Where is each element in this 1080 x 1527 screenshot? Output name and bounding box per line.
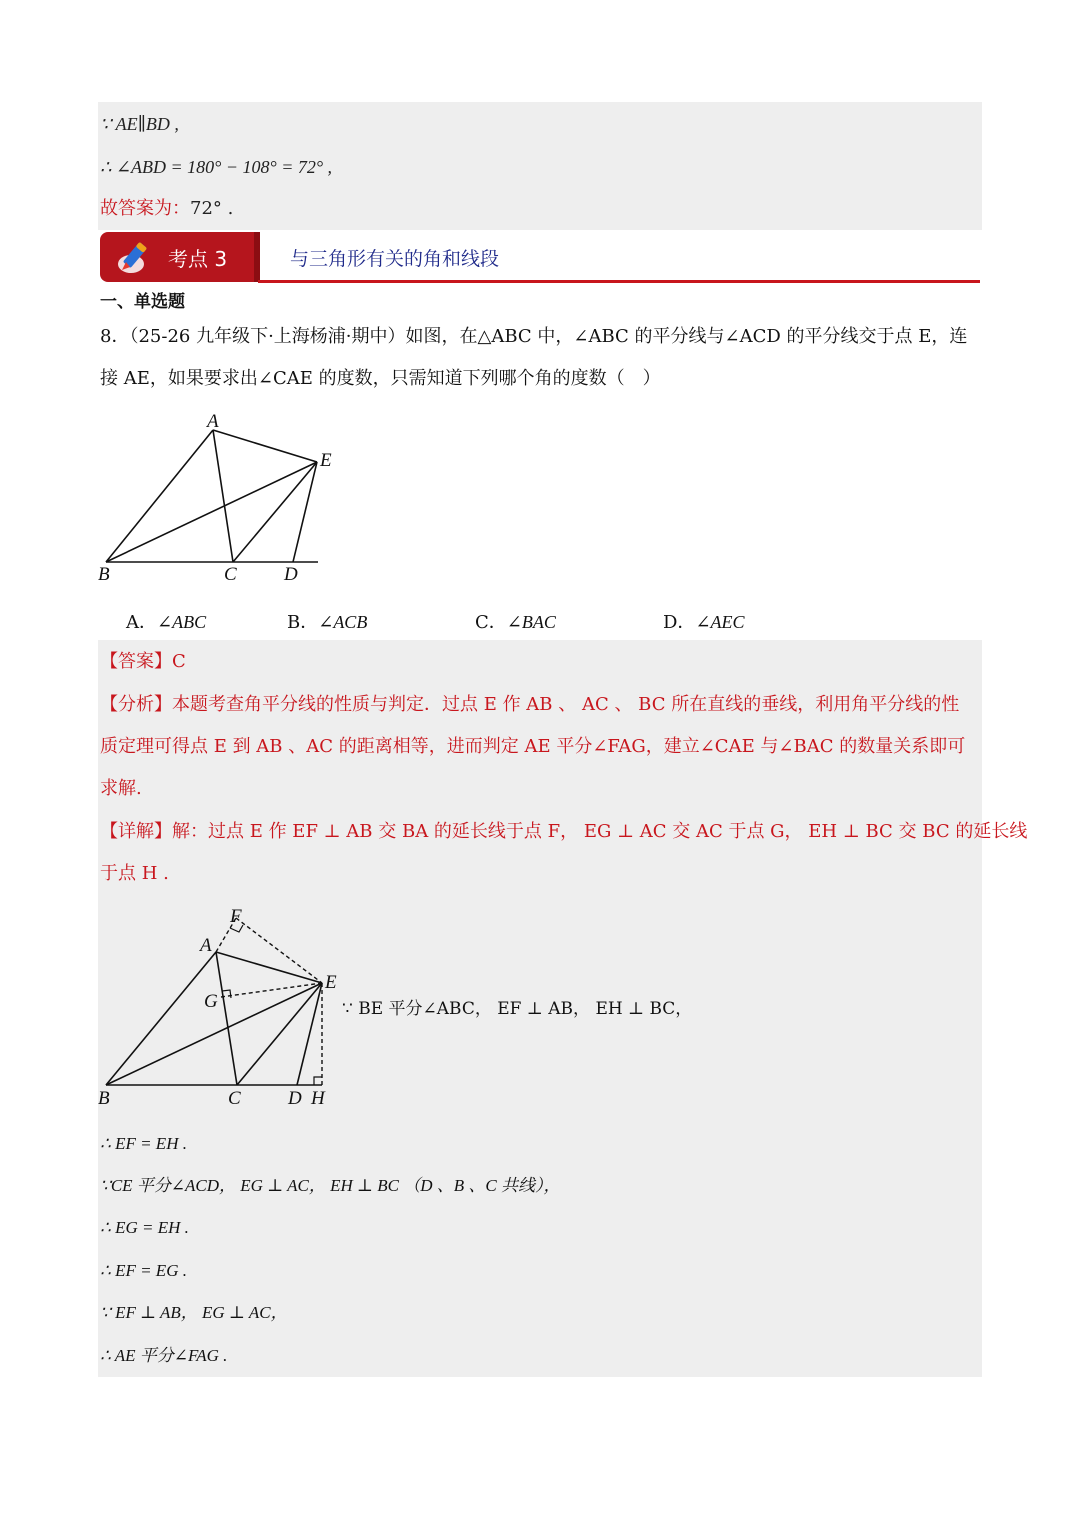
detail-tag: 【详解】 — [100, 821, 172, 842]
point-label-a: A — [207, 411, 219, 432]
point-label-e: E — [325, 972, 337, 993]
solution-figure — [90, 900, 350, 1115]
option-letter: B． — [287, 612, 319, 633]
step-5: ∵ EF ⊥ AB， EG ⊥ AC， — [100, 1303, 288, 1322]
pencil-icon — [116, 236, 158, 278]
option-letter: D． — [663, 612, 696, 633]
option-d[interactable] — [663, 608, 745, 634]
step-4: ∴ EF = EG . — [100, 1261, 187, 1280]
detail-line-2: 于点 H . — [100, 863, 169, 884]
answer-tag: 【答案】 — [100, 651, 172, 672]
section-title: 与三角形有关的角和线段 — [290, 248, 500, 270]
answer-value: 72° . — [190, 198, 234, 219]
answer-label: 故答案为： — [100, 198, 190, 219]
answer-line — [100, 650, 186, 674]
option-text: ∠ACB — [318, 612, 368, 632]
question-type-heading: 一、单选题 — [100, 292, 185, 312]
section-divider — [258, 280, 980, 283]
detail-text: 解：过点 E 作 EF ⊥ AB 交 BA 的延长线于点 F， EG ⊥ AC 交 AC 于点 G， EH ⊥ BC 交 BC 的延长线 — [172, 821, 1028, 842]
point-label-c: C — [228, 1088, 241, 1109]
figure-caption: ∵ BE 平分∠ABC， EF ⊥ AB， EH ⊥ BC， — [342, 999, 693, 1019]
option-text: ∠BAC — [506, 612, 556, 632]
option-letter: A． — [126, 612, 157, 633]
solution-text: ∴ ∠ABD = 180° − 108° = 72° , — [100, 157, 333, 177]
step-6: ∴ AE 平分∠FAG . — [100, 1346, 228, 1365]
section-badge-label: 考点 3 — [168, 247, 228, 271]
option-letter: C． — [475, 612, 507, 633]
point-label-h: H — [311, 1088, 325, 1109]
answer-value: C — [172, 651, 186, 672]
solution-line-3 — [100, 197, 233, 221]
question-line-2: 接 AE，如果要求出∠CAE 的度数，只需知道下列哪个角的度数（ ） — [100, 368, 661, 389]
solution-text: ∵ AE∥BD , — [100, 114, 179, 134]
point-label-a: A — [200, 935, 212, 956]
point-label-e: E — [320, 450, 332, 471]
step-2: ∵CE 平分∠ACD， EG ⊥ AC， EH ⊥ BC （D 、B 、C 共线）， — [100, 1176, 561, 1195]
option-c[interactable] — [475, 608, 556, 634]
analysis-line-3: 求解. — [100, 778, 142, 799]
option-b[interactable] — [287, 608, 367, 634]
option-a[interactable] — [126, 608, 206, 634]
point-label-d: D — [284, 564, 298, 585]
analysis-tag: 【分析】 — [100, 694, 172, 715]
step-1: ∴ EF = EH . — [100, 1134, 187, 1153]
question-line-1: 8．（25-26 九年级下·上海杨浦·期中）如图，在△ABC 中，∠ABC 的平分线与∠ACD 的平分线交于点 E，连 — [100, 326, 968, 347]
point-label-b: B — [98, 1088, 110, 1109]
analysis-text: 本题考查角平分线的性质与判定．过点 E 作 AB 、 AC 、 BC 所在直线的垂线，利用角平分线的性 — [172, 694, 960, 715]
analysis-line-2: 质定理可得点 E 到 AB 、AC 的距离相等，进而判定 AE 平分∠FAG，建立∠CAE 与∠BAC 的数量关系即可 — [100, 736, 966, 757]
step-3: ∴ EG = EH . — [100, 1218, 189, 1237]
option-text: ∠AEC — [695, 612, 745, 632]
option-text: ∠ABC — [157, 612, 207, 632]
point-label-d: D — [288, 1088, 302, 1109]
detail-line-1 — [100, 820, 1027, 844]
solution-line-1 — [100, 112, 179, 137]
solution-line-2 — [100, 155, 332, 180]
point-label-f: F — [230, 906, 242, 927]
point-label-b: B — [98, 564, 110, 585]
question-figure — [90, 410, 350, 590]
point-label-c: C — [224, 564, 237, 585]
point-label-g: G — [204, 991, 218, 1012]
analysis-line-1 — [100, 693, 959, 717]
